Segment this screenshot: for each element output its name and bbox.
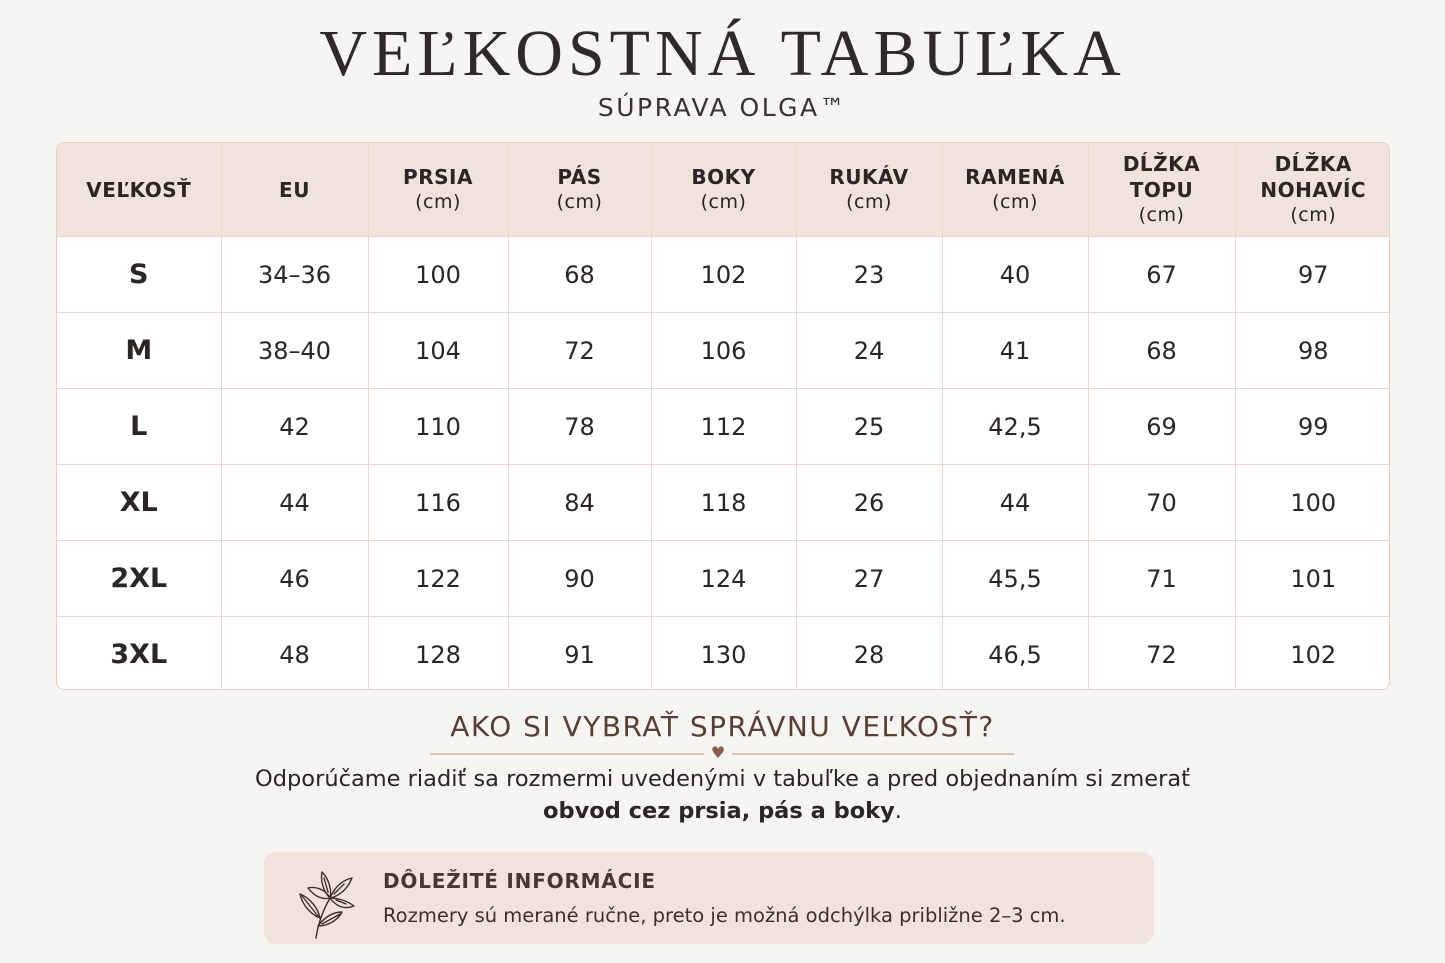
table-cell: 100 (1235, 465, 1390, 541)
table-cell: 25 (796, 389, 942, 465)
table-cell: 130 (651, 617, 796, 691)
table-cell: 112 (651, 389, 796, 465)
table-cell: 26 (796, 465, 942, 541)
column-unit: (cm) (700, 191, 747, 214)
table-cell: 102 (1290, 640, 1337, 669)
table-row (57, 541, 1390, 617)
table-cell: 42 (221, 389, 368, 465)
table-cell: 84 (508, 465, 651, 541)
column-unit: (cm) (1138, 204, 1185, 227)
howto-text-bold: obvod cez prsia, pás a boky (543, 798, 895, 824)
column-label: DĹŽKA TOPU (1122, 152, 1201, 203)
page-title: VEĽKOSTNÁ TABUĽKA (319, 17, 1126, 90)
table-cell: 48 (221, 617, 368, 691)
table-cell: 27 (796, 541, 942, 617)
table-cell: 102 (651, 237, 796, 313)
table-row (57, 617, 1390, 691)
table-cell: 44 (942, 465, 1088, 541)
column-label: DĹŽKA NOHAVÍC (1260, 152, 1367, 203)
table-cell: 28 (796, 617, 942, 691)
column-unit: (cm) (556, 191, 603, 214)
table-cell: 34–36 (221, 237, 368, 313)
column-unit: (cm) (992, 191, 1038, 214)
table-cell: 98 (1235, 313, 1390, 389)
table-cell: 122 (368, 541, 508, 617)
column-unit: (cm) (846, 191, 892, 214)
table-row (57, 389, 1390, 465)
size-cell: 2XL (57, 541, 221, 617)
table-cell: 42,5 (942, 389, 1088, 465)
heart-icon: ♥ (710, 743, 726, 762)
table-cell: 99 (1235, 389, 1390, 465)
table-cell: 91 (508, 617, 651, 691)
table-cell: 41 (942, 313, 1088, 389)
column-label: VEĽKOSŤ (86, 177, 192, 202)
table-cell: 71 (1088, 541, 1235, 617)
column-unit: (cm) (415, 191, 461, 214)
table-cell: 44 (221, 465, 368, 541)
table-cell: 68 (508, 237, 651, 313)
column-header (1235, 143, 1390, 237)
size-cell: M (57, 313, 221, 389)
table-cell: 124 (651, 541, 796, 617)
column-header (796, 143, 942, 237)
column-label: RAMENÁ (965, 165, 1065, 190)
table-cell: 72 (1088, 617, 1235, 691)
table-cell: 78 (508, 389, 651, 465)
table-cell: 106 (651, 313, 796, 389)
size-table (56, 142, 1390, 690)
column-unit: (cm) (1290, 204, 1337, 227)
table-cell: 46,5 (942, 617, 1088, 691)
size-cell: 3XL (57, 617, 221, 691)
column-header (651, 143, 796, 237)
table-cell: 118 (651, 465, 796, 541)
table-cell: 40 (942, 237, 1088, 313)
column-label: PRSIA (403, 165, 473, 190)
table-cell: 101 (1235, 541, 1390, 617)
table-cell: 97 (1235, 237, 1390, 313)
table-cell: 67 (1088, 237, 1235, 313)
table-cell: 23 (796, 237, 942, 313)
table-cell: 116 (368, 465, 508, 541)
size-cell: L (57, 389, 221, 465)
table-body (57, 237, 1390, 691)
column-header (942, 143, 1088, 237)
info-title: DÔLEŽITÉ INFORMÁCIE (383, 869, 656, 893)
table-row (57, 313, 1390, 389)
divider-right (732, 753, 1014, 755)
size-cell: S (57, 237, 221, 313)
column-label: BOKY (691, 165, 756, 190)
table-cell: 104 (368, 313, 508, 389)
table-cell: 69 (1088, 389, 1235, 465)
table-row (57, 237, 1390, 313)
table-cell: 46 (221, 541, 368, 617)
table-cell: 72 (508, 313, 651, 389)
table-row (57, 465, 1390, 541)
table-cell: 24 (796, 313, 942, 389)
divider-left (430, 753, 704, 755)
column-header (508, 143, 651, 237)
size-cell: XL (57, 465, 221, 541)
column-header (368, 143, 508, 237)
page-subtitle: SÚPRAVA OLGA™ (597, 93, 848, 122)
table-header-row (57, 143, 1390, 237)
column-header (1088, 143, 1235, 237)
column-header (221, 143, 368, 237)
table-cell: 38–40 (221, 313, 368, 389)
howto-heading: AKO SI VYBRAŤ SPRÁVNU VEĽKOSŤ? (450, 710, 995, 743)
info-text: Rozmery sú merané ručne, preto je možná odchýlka približne 2–3 cm. (383, 904, 1066, 927)
table-cell: 100 (368, 237, 508, 313)
column-header (57, 143, 221, 237)
howto-text-end: . (894, 798, 902, 824)
howto-description (0, 763, 1445, 827)
table-cell: 110 (368, 389, 508, 465)
table-cell: 68 (1088, 313, 1235, 389)
column-label: RUKÁV (829, 165, 909, 190)
table-cell: 70 (1088, 465, 1235, 541)
column-label: PÁS (557, 165, 602, 190)
flower-icon (280, 858, 362, 940)
table-cell: 90 (508, 541, 651, 617)
info-box (264, 852, 1154, 944)
howto-text: Odporúčame riadiť sa rozmermi uvedenými v tabuľke a pred objednaním si zmerať (255, 766, 1190, 792)
table-cell: 128 (368, 617, 508, 691)
table-cell: 45,5 (942, 541, 1088, 617)
column-label: EU (279, 177, 310, 202)
